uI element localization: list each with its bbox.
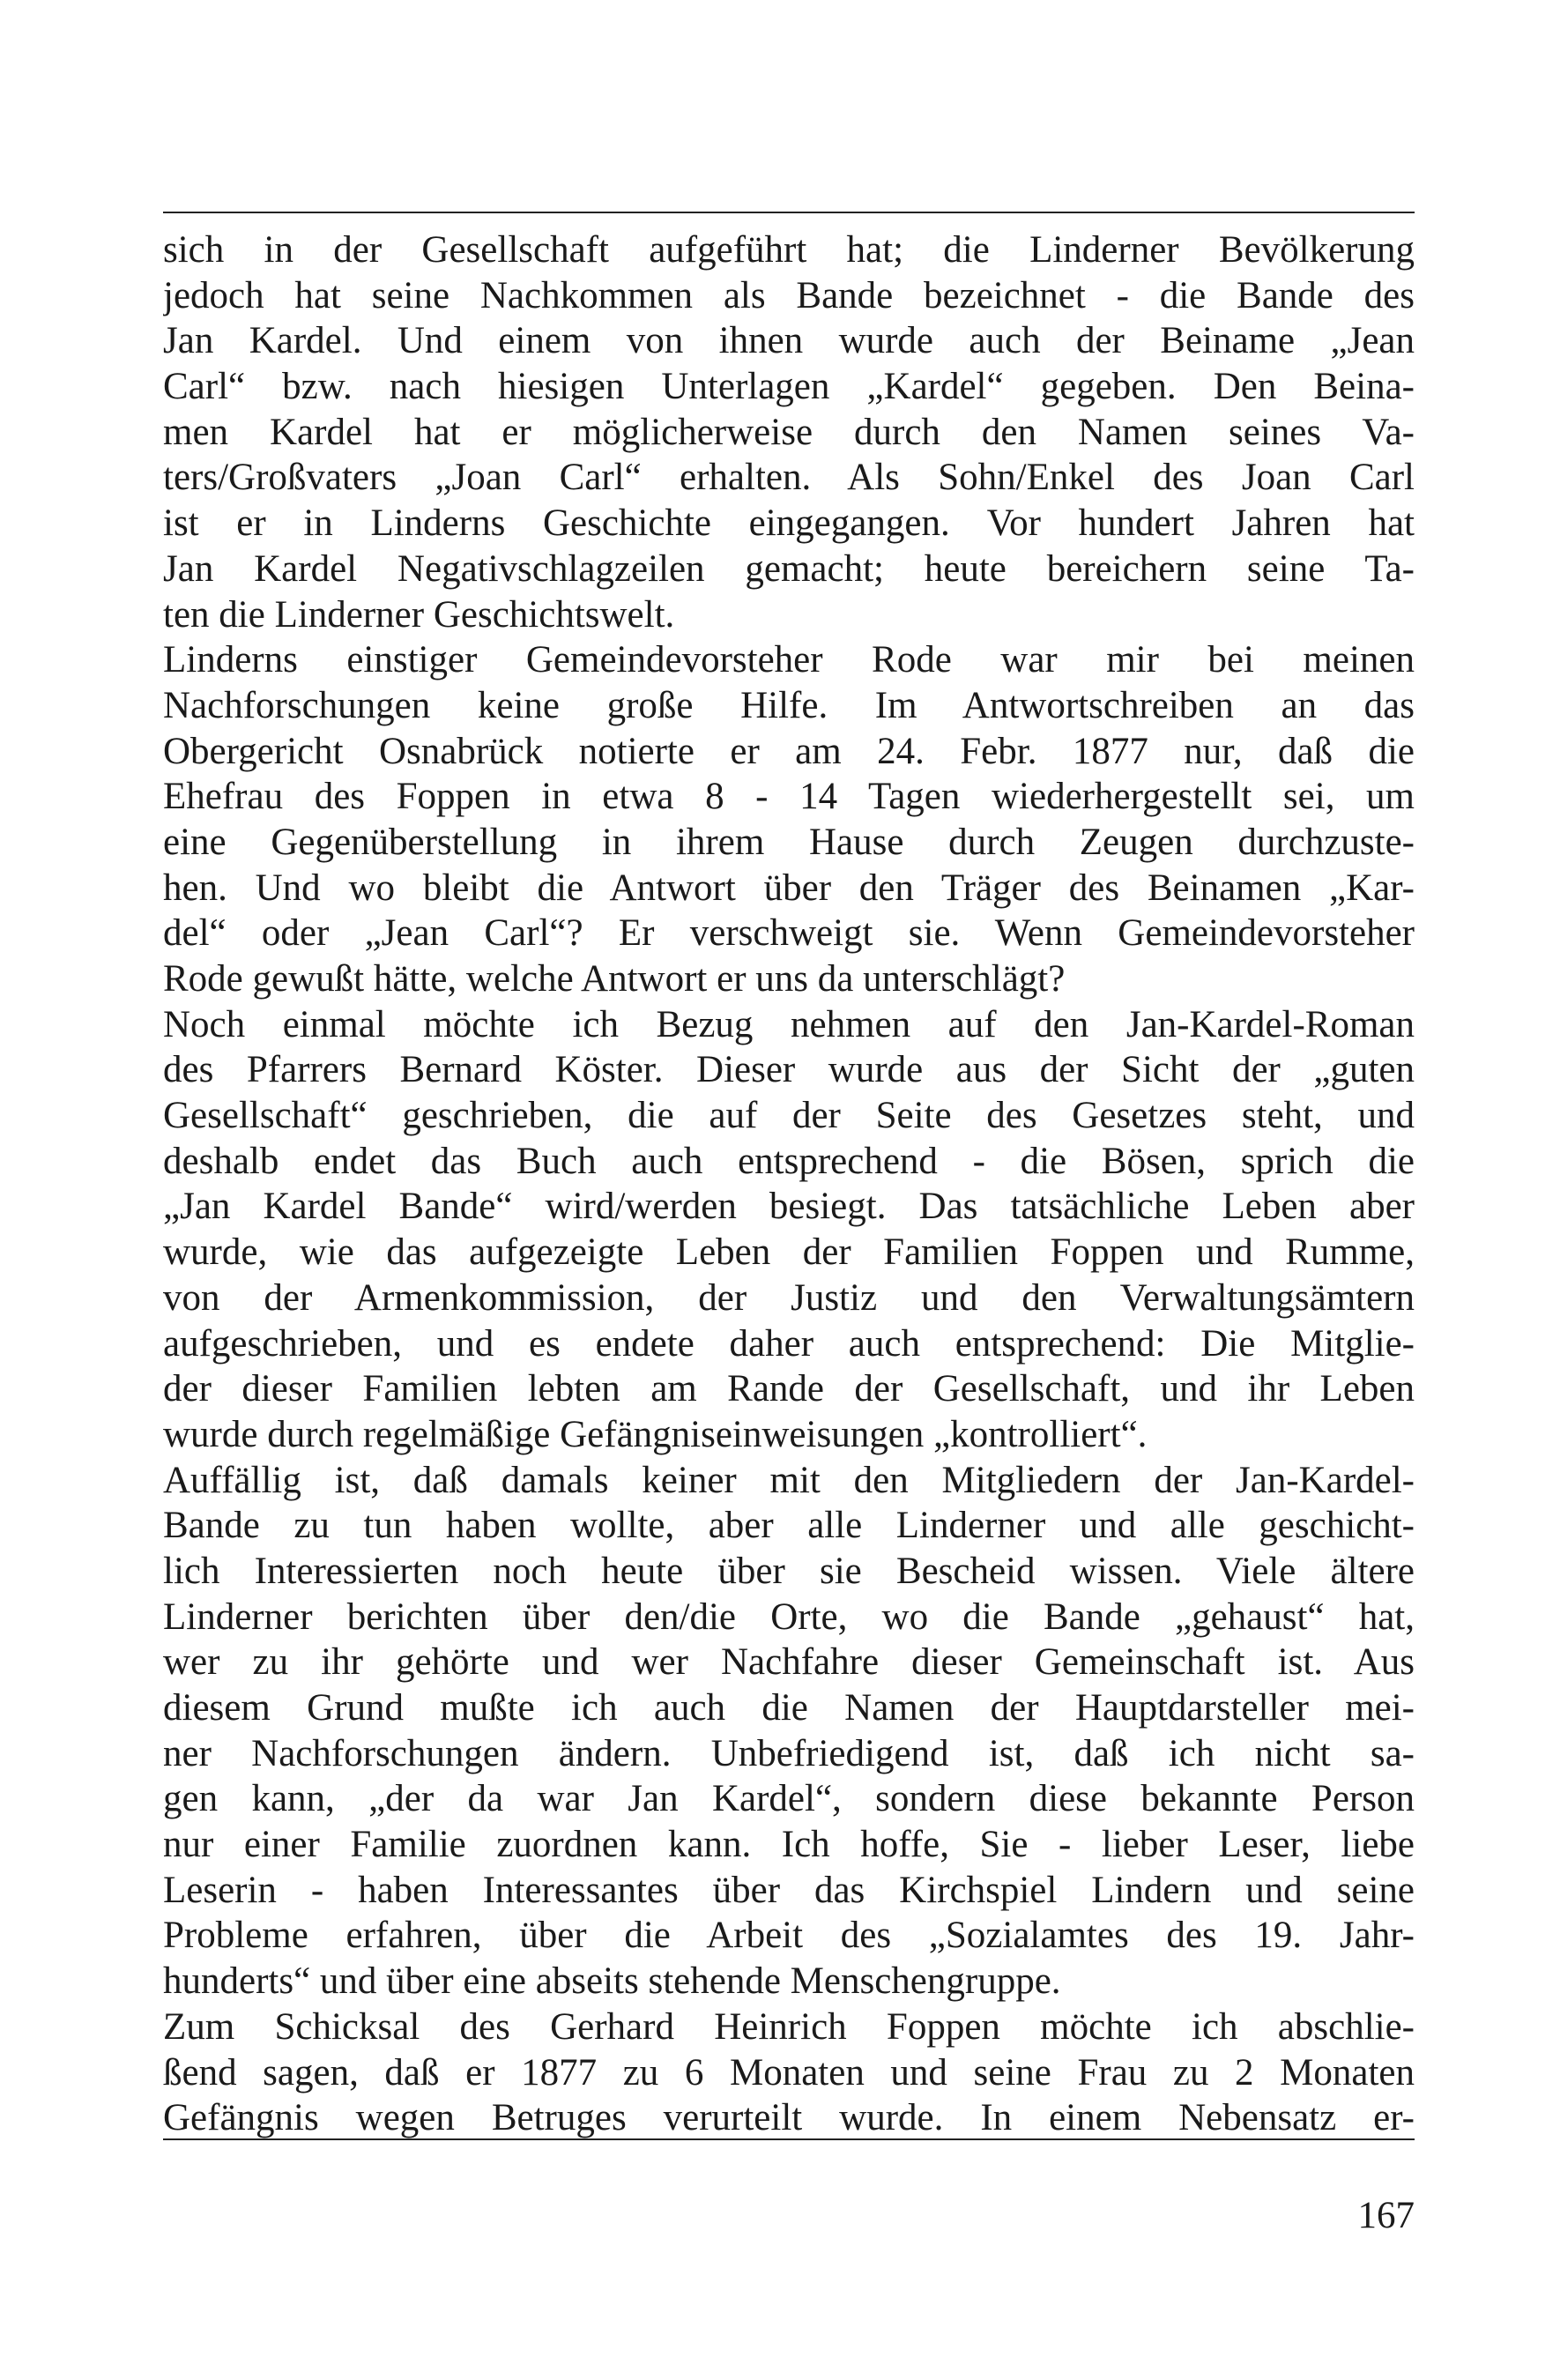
- text-line: Linderner berichten über den/die Orte, wo die Bande „gehaust“ hat,: [163, 1595, 1415, 1638]
- text-line: Carl“ bzw. nach hiesigen Unterlagen „Kardel“ gegeben. Den Beina-: [163, 366, 1415, 408]
- text-line: aufgeschrieben, und es endete daher auch entsprechend: Die Mitglie-: [163, 1322, 1415, 1365]
- bottom-rule: [163, 2138, 1415, 2140]
- text-line: Auffällig ist, daß damals keiner mit den Mitgliedern der Jan-Kardel-: [163, 1459, 1415, 1501]
- text-line: ist er in Linderns Geschichte eingegangen. Vor hundert Jahren hat: [163, 502, 1415, 545]
- text-line: Nachforschungen keine große Hilfe. Im Antwortschreiben an das: [163, 684, 1415, 726]
- text-line: Gefängnis wegen Betruges verurteilt wurde. In einem Nebensatz er-: [163, 2097, 1415, 2139]
- text-line: nur einer Familie zuordnen kann. Ich hoffe, Sie - lieber Leser, liebe: [163, 1824, 1415, 1866]
- text-line: ten die Linderner Geschichtswelt.: [163, 593, 675, 636]
- text-line: jedoch hat seine Nachkommen als Bande bezeichnet - die Bande des: [163, 274, 1415, 316]
- text-line: Probleme erfahren, über die Arbeit des „Sozialamtes des 19. Jahr-: [163, 1915, 1415, 1957]
- text-line: Rode gewußt hätte, welche Antwort er uns da unterschlägt?: [163, 958, 1066, 1000]
- text-line: „Jan Kardel Bande“ wird/werden besiegt. Das tatsächliche Leben aber: [163, 1186, 1415, 1228]
- text-line: eine Gegenüberstellung in ihrem Hause durch Zeugen durchzuste-: [163, 821, 1415, 863]
- text-line: hunderts“ und über eine abseits stehende Menschengruppe.: [163, 1960, 1061, 2003]
- text-line: del“ oder „Jean Carl“? Er verschweigt sie. Wenn Gemeindevorsteher: [163, 912, 1415, 955]
- text-line: diesem Grund mußte ich auch die Namen der Hauptdarsteller mei-: [163, 1687, 1415, 1729]
- text-line: Noch einmal möchte ich Bezug nehmen auf den Jan-Kardel-Roman: [163, 1003, 1415, 1045]
- text-line: ner Nachforschungen ändern. Unbefriedigend ist, daß ich nicht sa-: [163, 1732, 1415, 1774]
- text-line: wer zu ihr gehörte und wer Nachfahre dieser Gemeinschaft ist. Aus: [163, 1641, 1415, 1684]
- text-line: Linderns einstiger Gemeindevorsteher Rode war mir bei meinen: [163, 639, 1415, 681]
- body-text: [163, 227, 1415, 2141]
- text-line: von der Armenkommission, der Justiz und den Verwaltungsämtern: [163, 1276, 1415, 1319]
- text-line: Zum Schicksal des Gerhard Heinrich Foppen möchte ich abschlie-: [163, 2005, 1415, 2048]
- page-number: 167: [1357, 2195, 1415, 2236]
- text-line: men Kardel hat er möglicherweise durch den Namen seines Va-: [163, 411, 1415, 453]
- text-line: der dieser Familien lebten am Rande der Gesellschaft, und ihr Leben: [163, 1368, 1415, 1410]
- text-line: des Pfarrers Bernard Köster. Dieser wurde aus der Sicht der „guten: [163, 1049, 1415, 1091]
- text-line: gen kann, „der da war Jan Kardel“, sondern diese bekannte Person: [163, 1778, 1415, 1820]
- text-line: Jan Kardel Negativschlagzeilen gemacht; heute bereichern seine Ta-: [163, 547, 1415, 590]
- text-line: wurde durch regelmäßige Gefängniseinweisungen „kontrolliert“.: [163, 1413, 1148, 1455]
- text-line: Jan Kardel. Und einem von ihnen wurde auch der Beiname „Jean: [163, 320, 1415, 362]
- text-line: sich in der Gesellschaft aufgeführt hat; die Linderner Bevölkerung: [163, 229, 1415, 271]
- text-line: wurde, wie das aufgezeigte Leben der Familien Foppen und Rumme,: [163, 1231, 1415, 1274]
- text-line: ters/Großvaters „Joan Carl“ erhalten. Als Sohn/Enkel des Joan Carl: [163, 457, 1415, 499]
- text-line: lich Interessierten noch heute über sie Bescheid wissen. Viele ältere: [163, 1550, 1415, 1592]
- text-line: Ehefrau des Foppen in etwa 8 - 14 Tagen wiederhergestellt sei, um: [163, 776, 1415, 818]
- top-rule: [163, 212, 1415, 213]
- text-line: ßend sagen, daß er 1877 zu 6 Monaten und seine Frau zu 2 Monaten: [163, 2051, 1415, 2094]
- text-line: deshalb endet das Buch auch entsprechend - die Bösen, sprich die: [163, 1140, 1415, 1182]
- text-line: Bande zu tun haben wollte, aber alle Linderner und alle geschicht-: [163, 1505, 1415, 1547]
- text-line: Leserin - haben Interessantes über das Kirchspiel Lindern und seine: [163, 1869, 1415, 1911]
- text-line: Gesellschaft“ geschrieben, die auf der Seite des Gesetzes steht, und: [163, 1095, 1415, 1137]
- text-line: hen. Und wo bleibt die Antwort über den Träger des Beinamen „Kar-: [163, 866, 1415, 909]
- text-line: Obergericht Osnabrück notierte er am 24. Febr. 1877 nur, daß die: [163, 730, 1415, 772]
